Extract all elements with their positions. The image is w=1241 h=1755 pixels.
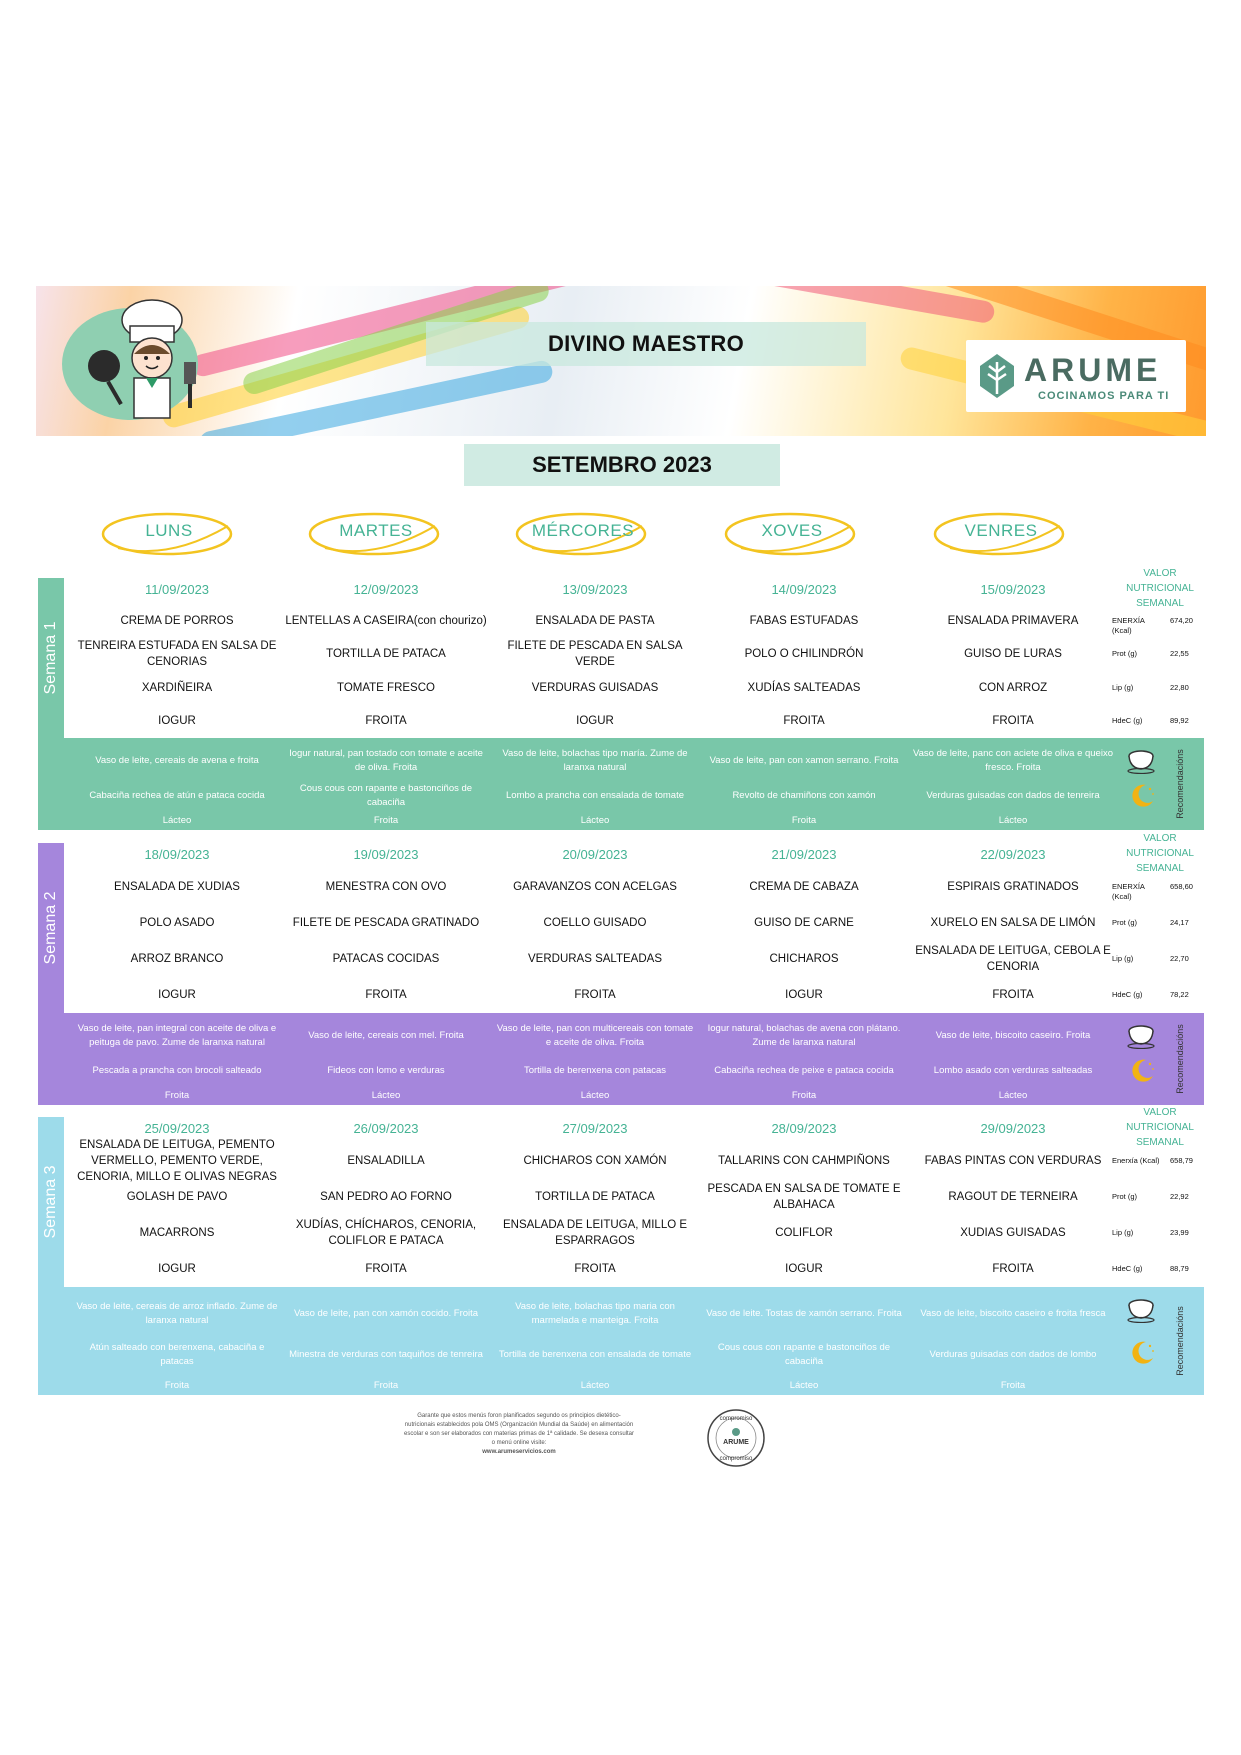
menu-date: 20/09/2023 [562, 847, 628, 862]
week-side-label [38, 578, 64, 738]
menu-dish: IOGUR [158, 989, 196, 1001]
menu-date: 19/09/2023 [353, 847, 419, 862]
arume-logo [966, 340, 1186, 412]
dessert-recommendation: Lácteo [580, 1380, 610, 1391]
dinner-recommendation: Minestra de verduras con taquiños de tenreira [289, 1349, 483, 1361]
menu-dish: POLO O CHILINDRÓN [744, 648, 864, 661]
day-label: MÉRCORES [531, 521, 635, 540]
menu-date: 15/09/2023 [980, 582, 1046, 597]
nutrition-label: ENERXÍA (Kcal) [1112, 615, 1145, 635]
menu-dish: SAN PEDRO AO FORNO [320, 1191, 452, 1203]
menu-dish: FROITA [992, 1263, 1034, 1275]
week-label: Semana 3 [42, 1165, 59, 1239]
menu-dish: ENSALADA DE PASTA [535, 614, 655, 627]
menu-date: 11/09/2023 [144, 582, 210, 597]
nutrition-label: HdeC (g) [1112, 1264, 1143, 1273]
nutrition-value: 658,60 [1170, 882, 1193, 891]
menu-dish: RAGOUT DE TERNEIRA [948, 1191, 1078, 1203]
dinner-recommendation: Tortilla de berenxena con ensalada de tomate [498, 1349, 692, 1361]
menu-dish: LENTELLAS A CASEIRA(con chourizo) [285, 614, 487, 627]
menu-dish: PATACAS COCIDAS [332, 953, 440, 965]
menu-dish: FROITA [992, 989, 1034, 1001]
dessert-recommendation: Froita [1000, 1380, 1026, 1391]
menu-dish: ESPIRAIS GRATINADOS [947, 881, 1079, 893]
recommendations-side [1170, 1287, 1190, 1395]
menu-dish: FILETE DE PESCADA EN SALSA VERDE [507, 640, 683, 669]
nutrition-header-line: NUTRICIONAL [1126, 1122, 1194, 1133]
day-label: LUNS [145, 521, 193, 540]
menu-dish: ENSALADA DE LEITUGA, CEBOLA E CENORIA [915, 945, 1111, 973]
nutrition-header-line: NUTRICIONAL [1126, 583, 1194, 594]
menu-date: 13/09/2023 [562, 582, 628, 597]
recommendations-label: Recomendacións [1175, 1024, 1185, 1094]
menu-dish: ENSALADA DE XUDIAS [114, 881, 240, 893]
menu-dish: ENSALADILLA [347, 1155, 425, 1167]
menu-dish: TALLARINS CON CAHMPIÑONS [718, 1155, 890, 1167]
nutrition-value: 674,20 [1170, 615, 1193, 625]
week-block [38, 833, 1204, 1105]
menu-dish: ENSALADA DE LEITUGA, PEMENTO VERMELLO, PEMENTO VERDE, CENORIA, MILLO E OLIVAS NEGRAS [77, 1139, 277, 1183]
menu-dish: XUDIAS GUISADAS [960, 1227, 1066, 1239]
nutrition-label: Prot (g) [1112, 1192, 1138, 1201]
menu-dish: MACARRONS [139, 1227, 215, 1239]
dessert-recommendation: Froita [373, 1380, 399, 1391]
nutrition-header [1118, 566, 1202, 611]
header-banner [36, 286, 1206, 436]
nutrition-label: Prot (g) [1112, 918, 1138, 927]
recommendations-label: Recomendacións [1175, 749, 1185, 819]
menu-date: 28/09/2023 [771, 1121, 837, 1136]
nutrition-value: 89,92 [1170, 716, 1189, 726]
week-label: Semana 2 [42, 891, 59, 965]
menu-date: 27/09/2023 [562, 1121, 628, 1136]
nutrition-value: 22,55 [1170, 649, 1189, 659]
menu-dish: FROITA [365, 1263, 407, 1275]
dinner-recommendation: Cous cous con rapante e bastonciños de cabaciña [299, 782, 473, 808]
seal-top-text: compromiso [719, 1416, 753, 1422]
dinner-recommendation: Verduras guisadas con dados de tenreira [926, 789, 1100, 801]
menu-dish: FROITA [992, 715, 1034, 728]
dinner-recommendation: Revolto de chamiñons con xamón [732, 789, 876, 801]
menu-dish: MENESTRA CON OVO [325, 881, 447, 893]
menu-dish: ARROZ BRANCO [130, 953, 224, 965]
nutrition-label: ENERXÍA (Kcal) [1112, 882, 1145, 901]
day-header-1 [307, 508, 445, 558]
nutrition-header-line: SEMANAL [1136, 863, 1184, 874]
breakfast-cup-icon [1126, 748, 1156, 774]
menu-dish: VERDURAS SALTEADAS [528, 953, 662, 965]
chef-mascot-icon [60, 292, 210, 430]
compromiso-seal-icon [706, 1408, 766, 1468]
nutrition-header-line: VALOR [1143, 833, 1177, 844]
menu-date: 14/09/2023 [771, 582, 837, 597]
menu-dish: GUISO DE LURAS [964, 648, 1062, 661]
dinner-recommendation: Verduras guisadas con dados de lombo [929, 1349, 1097, 1361]
dessert-recommendation: Lácteo [371, 1090, 401, 1101]
nutrition-value: 22,70 [1170, 954, 1189, 963]
nutrition-header-line: NUTRICIONAL [1126, 848, 1194, 859]
menu-dish: COLIFLOR [775, 1227, 833, 1239]
nutrition-value: 22,92 [1170, 1192, 1189, 1201]
nutrition-label: HdeC (g) [1112, 990, 1143, 999]
menu-dish: ENSALADA DE LEITUGA, MILLO E ESPARRAGOS [502, 1219, 688, 1247]
dinner-recommendation: Lombo asado con verduras salteadas [933, 1064, 1093, 1076]
menu-date: 22/09/2023 [980, 847, 1046, 862]
menu-dish: POLO ASADO [139, 917, 215, 929]
breakfast-recommendation: Iogur natural, pan tostado con tomate e aceite de oliva. Froita [289, 748, 483, 774]
menu-dish: CON ARROZ [978, 681, 1048, 694]
dinner-recommendation: Lombo a prancha con ensalada de tomate [506, 789, 684, 801]
menu-dish: IOGUR [158, 715, 196, 728]
dinner-moon-icon [1128, 1339, 1156, 1367]
day-header-2 [514, 508, 652, 558]
menu-dish: GOLASH DE PAVO [126, 1191, 228, 1203]
menu-dish: ENSALADA PRIMAVERA [947, 614, 1079, 627]
nutrition-header-line: SEMANAL [1136, 1137, 1184, 1148]
footer-text: Garante que estos menús foron planificados segundo os principios dietético-nutricionais establecidos pola OMS (Organización Mundial da Saúde) en alimentación escolar e son ser elaborados con materias primas de 1ª calidade. Se desexa consultar o menú online visite: [404, 1413, 635, 1446]
breakfast-recommendation: Vaso de leite, pan con multicereais con tomate e aceite de oliva. Froita [496, 1023, 694, 1049]
day-label: VENRES [964, 521, 1038, 540]
dessert-recommendation: Lácteo [580, 815, 610, 826]
breakfast-recommendation: Vaso de leite, cereais con mel. Froita [308, 1030, 464, 1042]
week-label: Semana 1 [42, 621, 59, 695]
footer-disclaimer [404, 1412, 634, 1457]
breakfast-recommendation: Vaso de leite. Tostas de xamón serrano. Froita [706, 1307, 902, 1319]
menu-dish: GUISO DE CARNE [754, 917, 854, 929]
school-title: DIVINO MAESTRO [426, 322, 866, 366]
menu-dish: TORTILLA DE PATACA [326, 648, 446, 661]
dessert-recommendation: Lácteo [580, 1090, 610, 1101]
menu-dish: GARAVANZOS CON ACELGAS [513, 881, 677, 893]
month-title: SETEMBRO 2023 [464, 444, 780, 486]
nutrition-value: 658,79 [1170, 1156, 1193, 1165]
day-header-3 [723, 508, 861, 558]
menu-dish: FROITA [365, 715, 407, 728]
menu-dish: IOGUR [576, 715, 614, 728]
dinner-recommendation: Fideos con lomo e verduras [327, 1064, 445, 1076]
menu-dish: CREMA DE PORROS [120, 614, 234, 627]
breakfast-recommendation: Vaso de leite, pan con xamon serrano. Froita [709, 755, 899, 767]
menu-date: 12/09/2023 [353, 582, 419, 597]
menu-dish: FILETE DE PESCADA GRATINADO [292, 917, 480, 929]
nutrition-header-line: SEMANAL [1136, 598, 1184, 609]
menu-dish: CHICHAROS [769, 953, 839, 965]
nutrition-header [1118, 1105, 1202, 1150]
breakfast-recommendation: Vaso de leite, panc con aciete de oliva e queixo fresco. Froita [913, 748, 1113, 774]
week-block [38, 568, 1204, 830]
breakfast-recommendation: Vaso de leite, pan integral con aceite de oliva e peituga de pavo. Zume de laranxa natural [77, 1023, 277, 1049]
dessert-recommendation: Lácteo [998, 1090, 1028, 1101]
menu-dish: FROITA [574, 989, 616, 1001]
menu-dish: XARDIÑEIRA [141, 681, 213, 694]
nutrition-header-line: VALOR [1143, 1107, 1177, 1118]
brand-tagline: COCINAMOS PARA TI [1038, 390, 1170, 402]
nutrition-header [1118, 831, 1202, 876]
menu-dish: CREMA DE CABAZA [749, 881, 859, 893]
menu-dish: XUDÍAS, CHÍCHAROS, CENORIA, COLIFLOR E PATACA [295, 1219, 477, 1247]
recommendations-side [1170, 1013, 1190, 1105]
week-side-label [38, 1117, 64, 1287]
breakfast-recommendation: Vaso de leite, pan con xamón cocido. Froita [293, 1307, 479, 1319]
breakfast-recommendation: Vaso de leite, cereais de arroz inflado. Zume de laranxa natural [76, 1300, 278, 1326]
nutrition-label: Lip (g) [1112, 682, 1134, 692]
breakfast-recommendation: Iogur natural, bolachas de avena con plátano. Zume de laranxa natural [707, 1023, 901, 1049]
breakfast-cup-icon [1126, 1023, 1156, 1049]
day-header-0 [100, 508, 238, 558]
dessert-recommendation: Lácteo [789, 1380, 819, 1391]
menu-dish: FABAS ESTUFADAS [749, 614, 859, 627]
nutrition-label: Enerxía (Kcal) [1112, 1156, 1160, 1165]
dinner-recommendation: Atún salteado con berenxena, cabaciña e patacas [89, 1342, 265, 1368]
breakfast-recommendation: Vaso de leite, bolachas tipo maría. Zume de laranxa natural [502, 748, 688, 774]
menu-dish: XUDÍAS SALTEADAS [747, 681, 861, 694]
menu-dish: TOMATE FRESCO [337, 681, 435, 694]
menu-dish: IOGUR [158, 1263, 196, 1275]
nutrition-label: HdeC (g) [1112, 716, 1143, 726]
dinner-recommendation: Cabaciña rechea de peixe e pataca cocida [714, 1064, 894, 1076]
dessert-recommendation: Lácteo [162, 815, 192, 826]
week-side-label [38, 843, 64, 1013]
dessert-recommendation: Froita [791, 815, 817, 826]
dessert-recommendation: Lácteo [998, 815, 1028, 826]
nutrition-value: 24,17 [1170, 918, 1189, 927]
breakfast-recommendation: Vaso de leite, cereais de avena e froita [95, 755, 259, 767]
day-header-4 [932, 508, 1070, 558]
menu-date: 25/09/2023 [144, 1121, 210, 1136]
dinner-recommendation: Cabaciña rechea de atún e pataca cocida [89, 789, 265, 801]
nutrition-value: 22,80 [1170, 682, 1189, 692]
brand-name: ARUME [1024, 352, 1162, 388]
leaf-logo-icon [976, 352, 1018, 400]
menu-dish: FABAS PINTAS CON VERDURAS [924, 1155, 1102, 1167]
dessert-recommendation: Froita [373, 815, 399, 826]
menu-date: 26/09/2023 [353, 1121, 419, 1136]
dinner-moon-icon [1128, 1057, 1156, 1085]
menu-dish: CHICHAROS CON XAMÓN [523, 1155, 667, 1167]
dessert-recommendation: Froita [164, 1090, 190, 1101]
nutrition-value: 78,22 [1170, 990, 1189, 999]
nutrition-value: 88,79 [1170, 1264, 1189, 1273]
seal-bottom-text: compromiso [719, 1456, 753, 1462]
menu-dish: PESCADA EN SALSA DE TOMATE E ALBAHACA [707, 1183, 901, 1211]
breakfast-recommendation: Vaso de leite, biscoito caseiro e froita fresca [920, 1307, 1106, 1319]
menu-dish: IOGUR [785, 989, 823, 1001]
week-block [38, 1107, 1204, 1395]
menu-date: 18/09/2023 [144, 847, 210, 862]
breakfast-cup-icon [1126, 1297, 1156, 1323]
menu-dish: TENREIRA ESTUFADA EN SALSA DE CENORIAS [77, 640, 277, 669]
menu-dish: VERDURAS GUISADAS [531, 681, 659, 694]
dinner-recommendation: Tortilla de berenxena con patacas [523, 1064, 667, 1076]
menu-dish: TORTILLA DE PATACA [535, 1191, 655, 1203]
seal-brand-text: ARUME [723, 1439, 749, 1446]
nutrition-label: Lip (g) [1112, 954, 1134, 963]
menu-dish: FROITA [574, 1263, 616, 1275]
dessert-recommendation: Froita [791, 1090, 817, 1101]
breakfast-recommendation: Vaso de leite, bolachas tipo maria con marmelada e manteiga. Froita [515, 1300, 675, 1326]
menu-dish: IOGUR [785, 1263, 823, 1275]
menu-date: 21/09/2023 [771, 847, 837, 862]
dinner-recommendation: Cous cous con rapante e bastonciños de cabaciña [717, 1342, 891, 1368]
menu-dish: FROITA [365, 989, 407, 1001]
breakfast-recommendation: Vaso de leite, biscoito caseiro. Froita [935, 1030, 1091, 1042]
menu-dish: COELLO GUISADO [543, 917, 647, 929]
nutrition-label: Prot (g) [1112, 649, 1138, 659]
recommendations-label: Recomendacións [1175, 1306, 1185, 1376]
footer-url[interactable]: www.arumeservicios.com [482, 1449, 556, 1455]
menu-dish: XURELO EN SALSA DE LIMÓN [930, 917, 1096, 929]
day-label: XOVES [761, 521, 823, 540]
recommendations-side [1170, 738, 1190, 830]
nutrition-label: Lip (g) [1112, 1228, 1134, 1237]
menu-dish: FROITA [783, 715, 825, 728]
dinner-recommendation: Pescada a prancha con brocoli salteado [92, 1064, 262, 1076]
dessert-recommendation: Froita [164, 1380, 190, 1391]
day-label: MARTES [339, 521, 413, 540]
dinner-moon-icon [1128, 782, 1156, 810]
nutrition-value: 23,99 [1170, 1228, 1189, 1237]
menu-date: 29/09/2023 [980, 1121, 1046, 1136]
nutrition-header-line: VALOR [1143, 568, 1177, 579]
